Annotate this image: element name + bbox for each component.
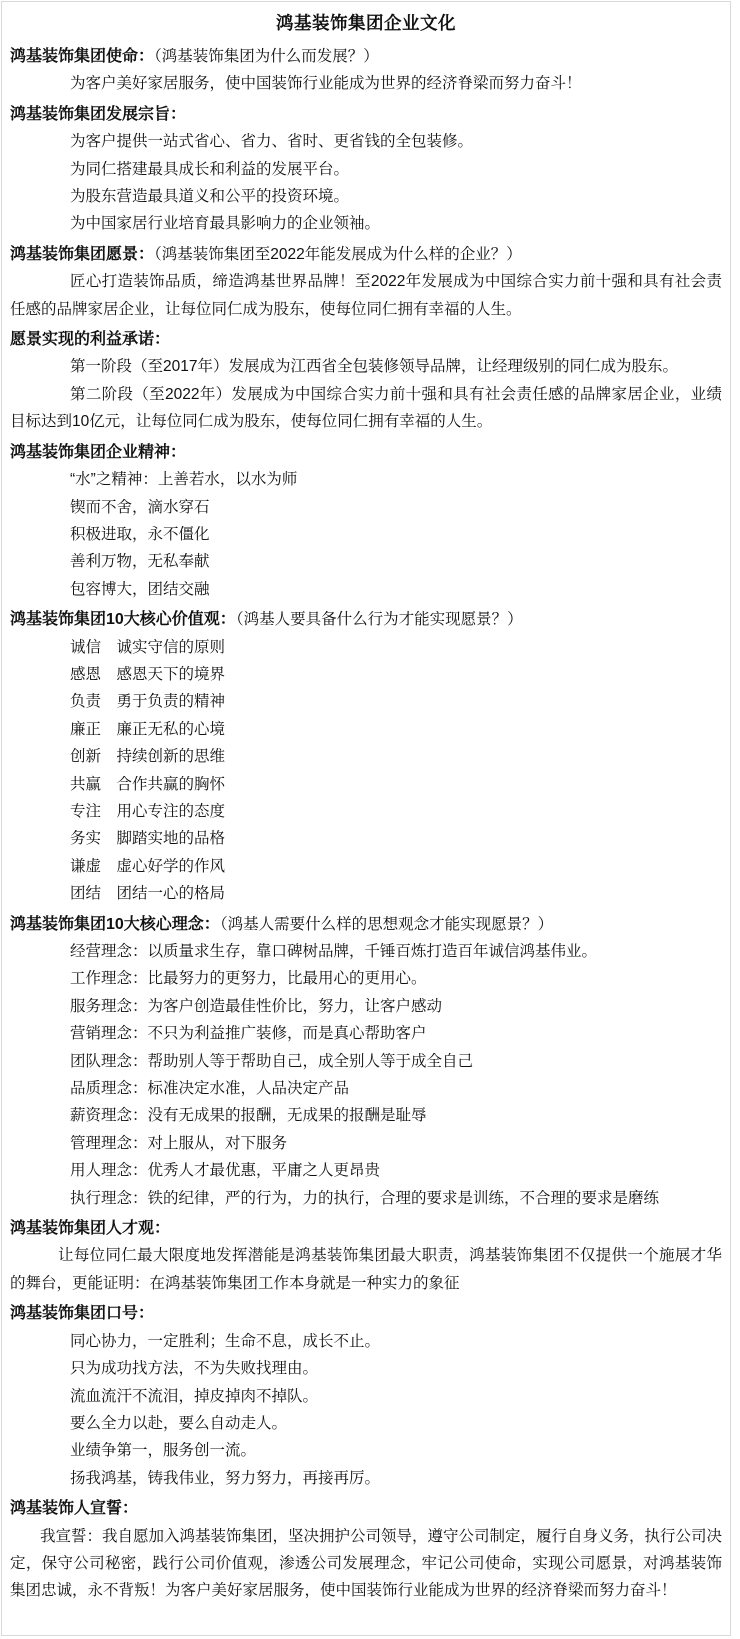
section-heading-row (10, 911, 722, 938)
body-line: 感恩 感恩天下的境界 (70, 665, 226, 683)
body-line: 锲而不舍，滴水穿石 (70, 498, 210, 516)
body-line: 创新 持续创新的思维 (70, 748, 226, 766)
section-heading-row (10, 1300, 722, 1327)
section-heading: 愿景实现的利益承诺： (10, 331, 171, 349)
body-line: 诚信 诚实守信的原则 (70, 638, 226, 656)
section-heading-row (10, 1215, 722, 1242)
section-talent (10, 1215, 722, 1297)
body-line: 营销理念：不只为利益推广装修，而是真心帮助客户 (70, 1025, 427, 1043)
section-slogan (10, 1300, 722, 1492)
body-line: 团结 团结一心的格局 (70, 885, 226, 903)
body-line: 负责 勇于负责的精神 (70, 693, 226, 711)
body-line: 廉正 廉正无私的心境 (70, 720, 226, 738)
section-principles (10, 911, 722, 1212)
section-heading: 鸿基装饰集团愿景： (10, 245, 155, 263)
body-line: 要么全力以赴，要么自动走人。 (70, 1414, 288, 1432)
section-heading: 鸿基装饰集团发展宗旨： (10, 105, 187, 123)
body-line: 共赢 合作共赢的胸怀 (70, 775, 226, 793)
body-line: 管理理念：对上服从，对下服务 (70, 1134, 288, 1152)
section-heading-row (10, 101, 722, 128)
document-body (10, 43, 722, 1605)
body-line: 薪资理念：没有无成果的报酬，无成果的报酬是耻辱 (70, 1107, 427, 1125)
section-heading-row (10, 241, 722, 268)
section-heading-row (10, 326, 722, 353)
section-heading: 鸿基装饰人宣誓： (10, 1500, 139, 1518)
section-values (10, 606, 722, 907)
body-line: 为中国家居行业培育最具影响力的企业领袖。 (70, 215, 381, 233)
section-commitment (10, 326, 722, 436)
section-oath (10, 1495, 722, 1605)
body-line: “水”之精神：上善若水，以水为师 (70, 471, 298, 489)
section-mission (10, 43, 722, 98)
document-page (1, 1, 731, 1636)
body-line: 团队理念：帮助别人等于帮助自己，成全别人等于成全自己 (70, 1052, 474, 1070)
section-heading: 鸿基装饰集团10大核心价值观： (10, 611, 236, 629)
section-heading-row (10, 1495, 722, 1522)
section-heading-note: （鸿基装饰集团为什么而发展？） (154, 48, 379, 65)
body-line: 匠心打造装饰品质，缔造鸿基世界品牌！至2022年发展成为中国综合实力前十强和具有社会责任感的品牌家居企业，让每位同仁成为股东，使每位同仁拥有幸福的人生。 (10, 273, 722, 318)
section-heading: 鸿基装饰集团口号： (10, 1305, 155, 1323)
section-heading: 鸿基装饰集团企业精神： (10, 443, 187, 461)
body-line: 经营理念：以质量求生存，靠口碑树品牌，千锤百炼打造百年诚信鸿基伟业。 (70, 943, 598, 960)
section-heading-row (10, 43, 722, 70)
body-line: 第一阶段（至2017年）发展成为江西省全包装修领导品牌，让经理级别的同仁成为股东。 (70, 358, 678, 376)
body-line: 第二阶段（至2022年）发展成为中国综合实力前十强和具有社会责任感的品牌家居企业，业绩目标达到10亿元，让每位同仁成为股东，使每位同仁拥有幸福的人生。 (10, 385, 723, 431)
section-purpose (10, 101, 722, 238)
section-heading-note: （鸿基装饰集团至2022年能发展成为什么样的企业？） (154, 245, 522, 263)
section-heading-row (10, 439, 722, 466)
body-line: 业绩争第一，服务创一流。 (70, 1442, 257, 1460)
body-line: 为股东营造最具道义和公平的投资环境。 (70, 188, 350, 206)
section-spirit (10, 439, 722, 603)
body-line: 同心协力，一定胜利；生命不息，成长不止。 (70, 1332, 381, 1350)
body-line: 流血流汗不流泪，掉皮掉肉不掉队。 (70, 1387, 319, 1405)
section-heading-row (10, 606, 722, 633)
body-line: 我宣誓：我自愿加入鸿基装饰集团，坚决拥护公司领导，遵守公司制定，履行自身义务，执行公司决定，保守公司秘密，践行公司价值观，渗透公司发展理念，牢记公司使命，实现公司愿景，对鸿基装饰集团忠诚，永不背叛！为客户美好家居服务，使中国装饰行业能成为世界的经济脊梁而努力奋斗！ (10, 1527, 723, 1600)
body-line: 为客户美好家居服务，使中国装饰行业能成为世界的经济脊梁而努力奋斗！ (70, 75, 582, 93)
body-line: 服务理念：为客户创造最佳性价比，努力，让客户感动 (70, 997, 443, 1015)
body-line: 执行理念：铁的纪律，严的行为，力的执行，合理的要求是训练，不合理的要求是磨练 (70, 1189, 660, 1207)
section-heading: 鸿基装饰集团人才观： (10, 1220, 171, 1238)
page-title: 鸿基装饰集团企业文化 (276, 13, 456, 33)
section-heading-note: （鸿基人要具备什么行为才能实现愿景？） (235, 611, 523, 629)
section-heading-note: （鸿基人需要什么样的思想观念才能实现愿景？） (219, 915, 554, 933)
body-line: 品质理念：标准决定水准，人品决定产品 (70, 1080, 350, 1098)
body-line: 为同仁搭建最具成长和利益的发展平台。 (70, 160, 350, 178)
section-heading: 鸿基装饰集团10大核心理念： (10, 915, 220, 933)
body-line: 工作理念：比最努力的更努力，比最用心的更用心。 (70, 970, 427, 988)
body-line: 务实 脚踏实地的品格 (70, 830, 226, 848)
section-vision (10, 241, 722, 323)
body-line: 扬我鸿基，铸我伟业，努力努力，再接再厉。 (70, 1469, 381, 1487)
body-line: 积极进取，永不僵化 (70, 525, 210, 543)
body-line: 用人理念：优秀人才最优惠，平庸之人更昂贵 (70, 1162, 381, 1180)
body-line: 谦虚 虚心好学的作风 (70, 857, 226, 875)
body-line: 善利万物，无私奉献 (70, 553, 210, 571)
body-line: 专注 用心专注的态度 (70, 802, 226, 820)
body-line: 让每位同仁最大限度地发挥潜能是鸿基装饰集团最大职责，鸿基装饰集团不仅提供一个施展才华的舞台，更能证明：在鸿基装饰集团工作本身就是一种实力的象征 (10, 1247, 722, 1292)
body-line: 为客户提供一站式省心、省力、省时、更省钱的全包装修。 (70, 133, 474, 151)
section-heading: 鸿基装饰集团使命： (10, 48, 155, 65)
body-line: 只为成功找方法，不为失败找理由。 (70, 1360, 319, 1378)
body-line: 包容博大，团结交融 (70, 580, 210, 598)
